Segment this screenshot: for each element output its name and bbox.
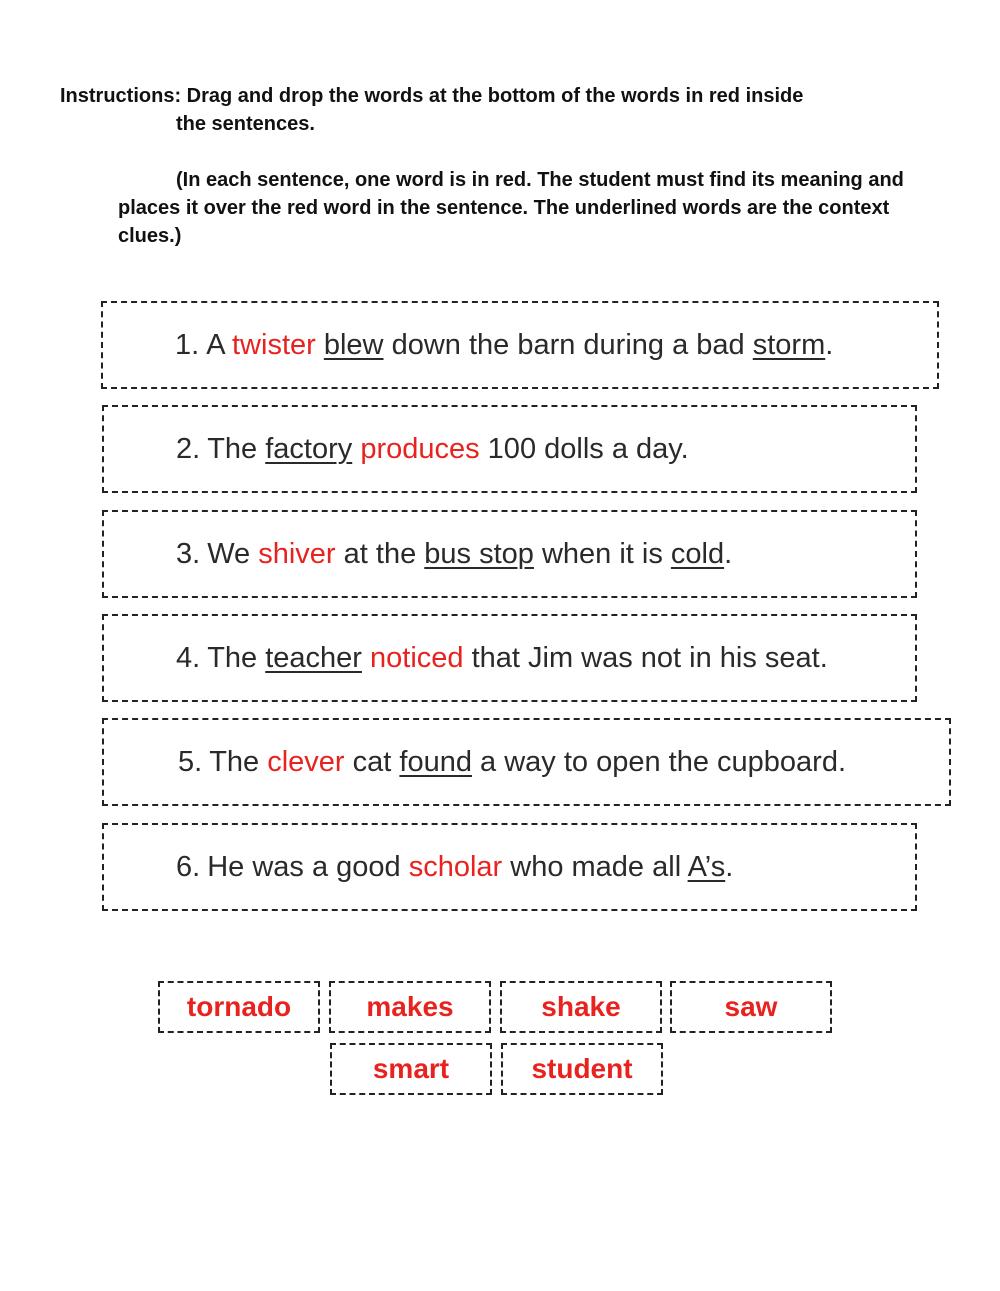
sentence-text bbox=[207, 433, 688, 466]
sentence-number: 4. bbox=[176, 641, 201, 674]
sentence-drop-box-4[interactable] bbox=[102, 614, 917, 702]
instructions-line-1: Instructions: Drag and drop the words at the bottom of the words in red inside bbox=[60, 85, 804, 107]
instructions bbox=[60, 82, 940, 138]
word-tile-student[interactable]: student bbox=[501, 1043, 663, 1095]
sentence-fragment: . bbox=[725, 850, 734, 883]
sentence-fragment: when it is bbox=[533, 537, 671, 570]
sentence-drop-box-6[interactable] bbox=[102, 823, 917, 911]
sentence-fragment: The bbox=[209, 745, 268, 778]
sentence-fragment: that Jim was not in his seat. bbox=[463, 641, 828, 674]
sentence-text bbox=[207, 851, 733, 884]
sentence-number: 1. bbox=[175, 328, 200, 361]
context-clue: A’s bbox=[687, 850, 726, 883]
sentence-2 bbox=[176, 407, 689, 491]
word-tile-saw[interactable]: saw bbox=[670, 981, 832, 1033]
sentence-text bbox=[207, 642, 828, 675]
sentence-drop-box-1[interactable] bbox=[101, 301, 939, 389]
sentence-fragment: . bbox=[724, 537, 733, 570]
sentence-fragment bbox=[362, 642, 370, 674]
sentence-3 bbox=[176, 512, 732, 596]
sentence-fragment: cat bbox=[344, 745, 400, 778]
sentence-fragment: He was a good bbox=[207, 850, 409, 883]
sentence-text bbox=[207, 538, 732, 571]
word-tile-makes[interactable]: makes bbox=[329, 981, 491, 1033]
sentence-fragment: a way to open the cupboard. bbox=[471, 745, 847, 778]
sentence-fragment: at the bbox=[335, 537, 425, 570]
sentence-fragment bbox=[316, 329, 324, 361]
sentence-fragment: The bbox=[207, 641, 266, 674]
sentence-number: 5. bbox=[178, 745, 203, 778]
instructions-line-2: the sentences. bbox=[176, 113, 315, 135]
sentence-drop-box-5[interactable] bbox=[102, 718, 951, 806]
target-word[interactable]: scholar bbox=[408, 850, 503, 883]
sentence-drop-box-2[interactable] bbox=[102, 405, 917, 493]
sentence-fragment: . bbox=[825, 328, 834, 361]
context-clue: found bbox=[399, 745, 472, 778]
context-clue: storm bbox=[752, 328, 826, 361]
context-clue: cold bbox=[670, 537, 725, 570]
sentence-number: 6. bbox=[176, 850, 201, 883]
sentence-fragment: The bbox=[207, 432, 266, 465]
sentence-fragment: A bbox=[206, 328, 232, 361]
target-word[interactable]: clever bbox=[267, 745, 345, 778]
context-clue: teacher bbox=[265, 641, 362, 674]
sentence-fragment: We bbox=[207, 537, 259, 570]
sentence-text bbox=[209, 746, 846, 779]
context-clue: bus stop bbox=[424, 537, 534, 570]
sentence-fragment: who made all bbox=[502, 850, 688, 883]
instructions-note: (In each sentence, one word is in red. The student must find its meaning and places it over the red word in the sentence. The underlined words are the context clues.) bbox=[118, 169, 904, 247]
sentence-6 bbox=[176, 825, 733, 909]
sentence-fragment: 100 dolls a day. bbox=[479, 432, 689, 465]
word-tile-tornado[interactable]: tornado bbox=[158, 981, 320, 1033]
sentence-number: 3. bbox=[176, 537, 201, 570]
sentence-5 bbox=[178, 720, 846, 804]
target-word[interactable]: produces bbox=[360, 432, 480, 465]
sentence-1 bbox=[175, 303, 833, 387]
sentence-number: 2. bbox=[176, 432, 201, 465]
sentence-drop-box-3[interactable] bbox=[102, 510, 917, 598]
word-tile-shake[interactable]: shake bbox=[500, 981, 662, 1033]
word-tile-smart[interactable]: smart bbox=[330, 1043, 492, 1095]
target-word[interactable]: twister bbox=[232, 328, 316, 361]
context-clue: factory bbox=[265, 432, 353, 465]
sentence-text bbox=[206, 329, 833, 362]
sentence-fragment: down the barn during a bad bbox=[383, 328, 753, 361]
sentence-4 bbox=[176, 616, 828, 700]
target-word[interactable]: shiver bbox=[258, 537, 336, 570]
context-clue: blew bbox=[323, 328, 384, 361]
target-word[interactable]: noticed bbox=[370, 641, 464, 674]
